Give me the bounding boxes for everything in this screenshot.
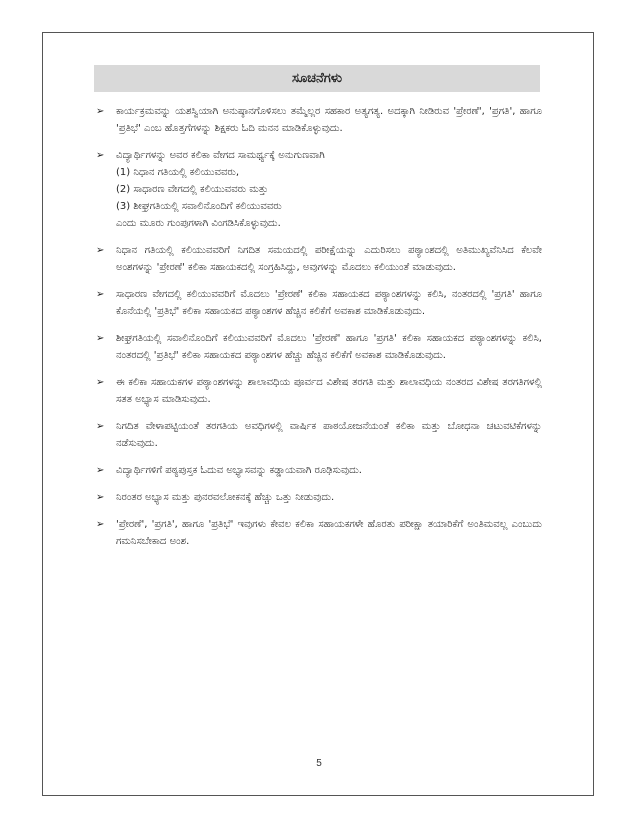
arrow-bullet-icon: ➢ (96, 519, 105, 530)
arrow-bullet-icon: ➢ (96, 289, 105, 300)
item-line: 'ಪ್ರೇರಣೆ', 'ಪ್ರಗತಿ', ಹಾಗೂ 'ಪ್ರತಿಭೆ' ಇವುಗಳು ಕೇವಲ ಕಲಿಕಾ ಸಹಾಯಕಗಳೇ ಹೊರತು ಪರೀಕ್ಷಾ ತಯಾರಿಕೆಗೆ ಅಂತಿಮವಲ್ಲ ಎಂಬುದು ಗಮನಿಸಬೇಕಾದ ಅಂಶ. (116, 519, 542, 547)
item-line: ಸಾಧಾರಣ ವೇಗದಲ್ಲಿ ಕಲಿಯುವವರಿಗೆ ಮೊದಲು 'ಪ್ರೇರಣೆ' ಕಲಿಕಾ ಸಹಾಯಕದ ಪಠ್ಯಾಂಶಗಳನ್ನು ಕಲಿಸಿ, ನಂತರದಲ್ಲಿ 'ಪ್ರಗತಿ' ಹಾಗೂ ಕೊನೆಯಲ್ಲಿ 'ಪ್ರತಿಭೆ' ಕಲಿಕಾ ಸಹಾಯಕದ ಪಠ್ಯಾಂಶಗಳ ಹೆಚ್ಚಿನ ಕಲಿಕೆಗೆ ಅವಕಾಶ ಮಾಡಿಕೊಡುವುದು. (116, 289, 542, 317)
arrow-bullet-icon: ➢ (96, 465, 105, 476)
list-item (96, 374, 542, 408)
arrow-bullet-icon: ➢ (96, 492, 105, 503)
arrow-bullet-icon: ➢ (96, 245, 105, 256)
item-line: ವಿದ್ಯಾರ್ಥಿಗಳನ್ನು ಅವರ ಕಲಿಕಾ ವೇಗದ ಸಾಮರ್ಥ್ಯಕ್ಕೆ ಅನುಗುಣವಾಗಿ (116, 150, 325, 161)
list-item (96, 462, 542, 479)
list-item (96, 516, 542, 550)
list-item (96, 489, 542, 506)
list-item (96, 103, 542, 137)
list-item (96, 418, 542, 452)
list-item (96, 286, 542, 320)
item-line: (3) ಶೀಘ್ರಗತಿಯಲ್ಲಿ ಸವಾಲಿನೊಂದಿಗೆ ಕಲಿಯುವವರು (116, 201, 282, 212)
instructions-list (96, 103, 542, 550)
item-line: ಶೀಘ್ರಗತಿಯಲ್ಲಿ ಸವಾಲಿನೊಂದಿಗೆ ಕಲಿಯುವವರಿಗೆ ಮೊದಲು 'ಪ್ರೇರಣೆ' ಹಾಗೂ 'ಪ್ರಗತಿ' ಕಲಿಕಾ ಸಹಾಯಕದ ಪಠ್ಯಾಂಶಗಳನ್ನು ಕಲಿಸಿ, ನಂತರದಲ್ಲಿ 'ಪ್ರತಿಭೆ' ಕಲಿಕಾ ಸಹಾಯಕದ ಪಠ್ಯಾಂಶಗಳ ಹೆಚ್ಚು ಹೆಚ್ಚಿನ ಕಲಿಕೆಗೆ ಅವಕಾಶ ಮಾಡಿಕೊಡುವುದು. (116, 333, 542, 361)
item-line: ಈ ಕಲಿಕಾ ಸಹಾಯಕಗಳ ಪಠ್ಯಾಂಶಗಳನ್ನು ಶಾಲಾವಧಿಯ ಪೂರ್ವದ ವಿಶೇಷ ತರಗತಿ ಮತ್ತು ಶಾಲಾವಧಿಯ ನಂತರದ ವಿಶೇಷ ತರಗತಿಗಳಲ್ಲಿ ಸತತ ಅಭ್ಯಾಸ ಮಾಡಿಸುವುದು. (116, 377, 542, 405)
arrow-bullet-icon: ➢ (96, 421, 105, 432)
item-line: ಕಾರ್ಯಕ್ರಮವನ್ನು ಯಶಸ್ವಿಯಾಗಿ ಅನುಷ್ಠಾನಗೊಳಿಸಲು ತಮ್ಮೆಲ್ಲರ ಸಹಕಾರ ಅತ್ಯಗತ್ಯ. ಅದಕ್ಕಾಗಿ ನೀಡಿರುವ 'ಪ್ರೇರಣೆ', 'ಪ್ರಗತಿ', ಹಾಗೂ 'ಪ್ರತಿಭೆ' ಎಂಬ ಹೊತ್ತಗೆಗಳನ್ನು ಶಿಕ್ಷಕರು ಓದಿ ಮನನ ಮಾಡಿಕೊಳ್ಳುವುದು. (116, 106, 542, 134)
list-item (96, 147, 542, 232)
arrow-bullet-icon: ➢ (96, 150, 105, 161)
arrow-bullet-icon: ➢ (96, 333, 105, 344)
item-line: (2) ಸಾಧಾರಣ ವೇಗದಲ್ಲಿ ಕಲಿಯುವವರು ಮತ್ತು (116, 184, 269, 195)
item-line: ನಿಗದಿತ ವೇಳಾಪಟ್ಟಿಯಂತೆ ತರಗತಿಯ ಅವಧಿಗಳಲ್ಲಿ ವಾರ್ಷಿಕ ಪಾಠಯೋಜನೆಯಂತೆ ಕಲಿಕಾ ಮತ್ತು ಬೋಧನಾ ಚಟುವಟಿಕೆಗಳನ್ನು ನಡೆಸುವುದು. (116, 421, 542, 449)
item-line: ಎಂದು ಮೂರು ಗುಂಪುಗಳಾಗಿ ವಿಂಗಡಿಸಿಕೊಳ್ಳುವುದು. (116, 218, 281, 229)
section-title: ಸೂಚನೆಗಳು (291, 71, 343, 86)
list-item (96, 330, 542, 364)
arrow-bullet-icon: ➢ (96, 106, 105, 117)
item-line: ವಿದ್ಯಾರ್ಥಿಗಳಿಗೆ ಪಠ್ಯಪುಸ್ತಕ ಓದುವ ಅಭ್ಯಾಸವನ್ನು ಕಡ್ಡಾಯವಾಗಿ ರೂಢಿಸುವುದು. (116, 465, 362, 476)
item-line: ನಿಧಾನ ಗತಿಯಲ್ಲಿ ಕಲಿಯುವವರಿಗೆ ನಿಗದಿತ ಸಮಯದಲ್ಲಿ ಪರೀಕ್ಷೆಯನ್ನು ಎದುರಿಸಲು ಪಠ್ಯಾಂಶದಲ್ಲಿ ಅತಿಮುಖ್ಯವೆನಿಸಿದ ಕೆಲವೇ ಅಂಶಗಳನ್ನು 'ಪ್ರೇರಣೆ' ಕಲಿಕಾ ಸಹಾಯಕದಲ್ಲಿ ಸಂಗ್ರಹಿಸಿದ್ದು, ಅವುಗಳನ್ನು ಮೊದಲು ಕಲಿಯುಂತೆ ಮಾಡುವುದು. (116, 245, 542, 273)
item-line: (1) ನಿಧಾನ ಗತಿಯಲ್ಲಿ ಕಲಿಯುವವರು, (116, 167, 240, 178)
item-line: ನಿರಂತರ ಅಭ್ಯಾಸ ಮತ್ತು ಪುನರವಲೋಕನಕ್ಕೆ ಹೆಚ್ಚು ಒತ್ತು ನೀಡುವುದು. (116, 492, 335, 503)
section-title-bar (94, 65, 540, 92)
list-item (96, 242, 542, 276)
page-number: 5 (316, 758, 322, 769)
arrow-bullet-icon: ➢ (96, 377, 105, 388)
